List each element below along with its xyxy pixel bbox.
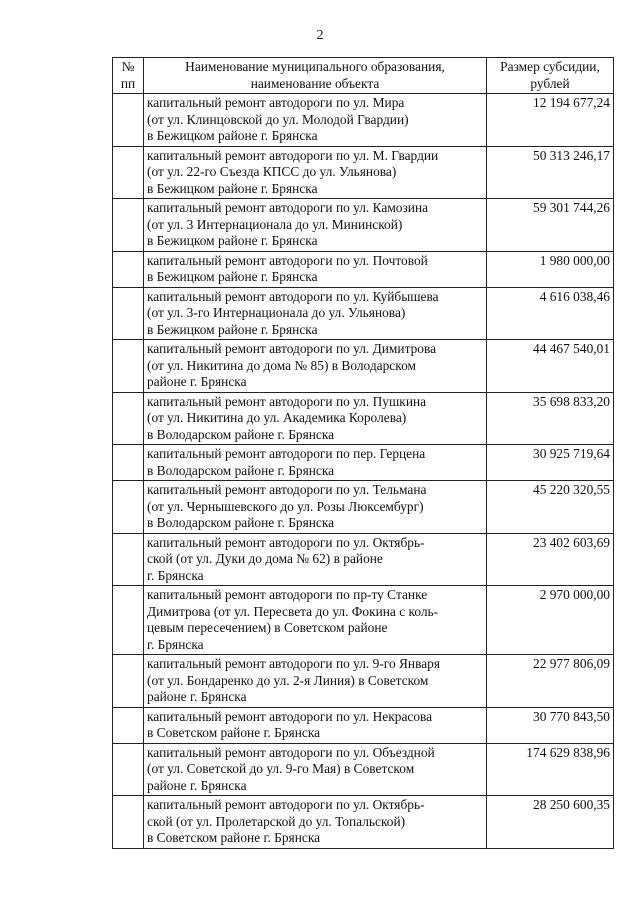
object-name-line: (от ул. Чернышевского до ул. Розы Люксембург) bbox=[147, 498, 424, 514]
subsidy-amount-cell: 23 402 603,69 bbox=[487, 533, 614, 586]
table-row bbox=[113, 146, 614, 199]
object-name-cell bbox=[144, 586, 487, 655]
object-name-line: (от ул. 22-го Съезда КПСС до ул. Ульянова) bbox=[147, 164, 397, 179]
object-name-line: районе г. Брянска bbox=[147, 777, 247, 793]
object-name-line: г. Брянска bbox=[147, 636, 204, 652]
object-name-cell bbox=[144, 707, 487, 743]
object-name-cell bbox=[144, 287, 487, 340]
row-number-cell bbox=[113, 392, 144, 445]
object-name-line: Димитрова (от ул. Пересвета до ул. Фокина с коль- bbox=[147, 603, 439, 619]
header-number: № пп bbox=[113, 58, 144, 94]
object-name-line: капитальный ремонт автодороги по ул. Объездной bbox=[147, 744, 435, 760]
object-name-cell bbox=[144, 340, 487, 393]
table-row bbox=[113, 707, 614, 743]
subsidy-amount-cell: 59 301 744,26 bbox=[487, 199, 614, 252]
table-row bbox=[113, 251, 614, 287]
object-name-line: в Бежицком районе г. Брянска bbox=[147, 180, 318, 196]
object-name-cell bbox=[144, 199, 487, 252]
object-name-line: (от ул. Советской до ул. 9-го Мая) в Советском bbox=[147, 761, 415, 776]
object-name-line: в Советском районе г. Брянска bbox=[147, 830, 321, 845]
object-name-cell bbox=[144, 655, 487, 708]
subsidy-table bbox=[112, 57, 614, 849]
subsidy-amount-cell: 1 980 000,00 bbox=[487, 251, 614, 287]
subsidy-amount-cell: 28 250 600,35 bbox=[487, 796, 614, 849]
object-name-line: капитальный ремонт автодороги по ул. Пушкина bbox=[147, 393, 427, 409]
table-row bbox=[113, 655, 614, 708]
object-name-line: (от ул. Никитина до дома № 85) в Володарском bbox=[147, 357, 416, 373]
object-name-line: цевым пересечением) в Советском районе bbox=[147, 620, 388, 635]
object-name-cell bbox=[144, 796, 487, 849]
header-subsidy-amount: Размер субсидии, рублей bbox=[487, 58, 614, 94]
table-row bbox=[113, 586, 614, 655]
object-name-line: в Бежицком районе г. Брянска bbox=[147, 269, 318, 284]
object-name-line: в Бежицком районе г. Брянска bbox=[147, 128, 318, 143]
row-number-cell bbox=[113, 533, 144, 586]
row-number-cell bbox=[113, 655, 144, 708]
object-name-line: ской (от ул. Дуки до дома № 62) в районе bbox=[147, 551, 383, 566]
subsidy-amount-cell: 30 770 843,50 bbox=[487, 707, 614, 743]
object-name-line: капитальный ремонт автодороги по ул. Октябрь- bbox=[147, 797, 425, 812]
table-header-row bbox=[113, 58, 614, 94]
object-name-line: (от ул. 3 Интернационала до ул. Мининской) bbox=[147, 216, 403, 232]
subsidy-amount-cell: 30 925 719,64 bbox=[487, 445, 614, 481]
table-row bbox=[113, 743, 614, 796]
object-name-line: (от ул. 3-го Интернационала до ул. Ульянова) bbox=[147, 305, 406, 320]
table-row bbox=[113, 287, 614, 340]
object-name-line: в Володарском районе г. Брянска bbox=[147, 462, 335, 478]
header-object-name: Наименование муниципального образования, наименование объекта bbox=[144, 58, 487, 94]
object-name-line: капитальный ремонт автодороги по ул. Некрасова bbox=[147, 708, 433, 724]
object-name-cell bbox=[144, 481, 487, 534]
table-row bbox=[113, 533, 614, 586]
object-name-cell bbox=[144, 743, 487, 796]
row-number-cell bbox=[113, 199, 144, 252]
object-name-line: в Бежицком районе г. Брянска bbox=[147, 233, 318, 248]
object-name-cell bbox=[144, 533, 487, 586]
subsidy-amount-cell: 2 970 000,00 bbox=[487, 586, 614, 655]
table-row bbox=[113, 796, 614, 849]
row-number-cell bbox=[113, 796, 144, 849]
subsidy-amount-cell: 12 194 677,24 bbox=[487, 94, 614, 147]
object-name-line: в Бежицком районе г. Брянска bbox=[147, 321, 318, 337]
object-name-line: в Советском районе г. Брянска bbox=[147, 725, 321, 740]
object-name-line: капитальный ремонт автодороги по ул. Камозина bbox=[147, 200, 429, 215]
row-number-cell bbox=[113, 445, 144, 481]
subsidy-amount-cell: 50 313 246,17 bbox=[487, 146, 614, 199]
subsidy-amount-cell: 22 977 806,09 bbox=[487, 655, 614, 708]
object-name-line: капитальный ремонт автодороги по ул. Тельмана bbox=[147, 482, 427, 497]
object-name-line: капитальный ремонт автодороги по ул. Мира bbox=[147, 95, 405, 110]
object-name-line: в Володарском районе г. Брянска bbox=[147, 515, 335, 530]
subsidy-amount-cell: 45 220 320,55 bbox=[487, 481, 614, 534]
object-name-cell bbox=[144, 392, 487, 445]
subsidy-amount-cell: 4 616 038,46 bbox=[487, 287, 614, 340]
table-row bbox=[113, 392, 614, 445]
row-number-cell bbox=[113, 707, 144, 743]
object-name-line: в Володарском районе г. Брянска bbox=[147, 426, 335, 442]
table-row bbox=[113, 445, 614, 481]
page-number: 2 bbox=[316, 28, 324, 43]
row-number-cell bbox=[113, 340, 144, 393]
table-row bbox=[113, 94, 614, 147]
object-name-line: ской (от ул. Пролетарской до ул. Топальской) bbox=[147, 813, 406, 829]
row-number-cell bbox=[113, 743, 144, 796]
subsidy-amount-cell: 174 629 838,96 bbox=[487, 743, 614, 796]
object-name-line: (от ул. Клинцовской до ул. Молодой Гвардии) bbox=[147, 111, 409, 127]
row-number-cell bbox=[113, 287, 144, 340]
subsidy-amount-cell: 44 467 540,01 bbox=[487, 340, 614, 393]
row-number-cell bbox=[113, 251, 144, 287]
table-row bbox=[113, 340, 614, 393]
row-number-cell bbox=[113, 146, 144, 199]
object-name-cell bbox=[144, 146, 487, 199]
object-name-line: капитальный ремонт автодороги по ул. Димитрова bbox=[147, 341, 437, 356]
object-name-line: г. Брянска bbox=[147, 567, 204, 583]
table-row bbox=[113, 481, 614, 534]
object-name-line: (от ул. Бондаренко до ул. 2-я Линия) в Советском bbox=[147, 672, 429, 688]
object-name-line: капитальный ремонт автодороги по ул. Октябрь- bbox=[147, 534, 425, 550]
object-name-line: районе г. Брянска bbox=[147, 689, 247, 704]
object-name-cell bbox=[144, 251, 487, 287]
object-name-line: капитальный ремонт автодороги по ул. М. Гвардии bbox=[147, 147, 439, 163]
object-name-line: (от ул. Никитина до ул. Академика Королева) bbox=[147, 410, 407, 425]
object-name-line: капитальный ремонт автодороги по пр-ту Станке bbox=[147, 587, 428, 602]
table-row bbox=[113, 199, 614, 252]
object-name-line: капитальный ремонт автодороги по ул. Куйбышева bbox=[147, 288, 439, 304]
row-number-cell bbox=[113, 586, 144, 655]
object-name-line: капитальный ремонт автодороги по пер. Герцена bbox=[147, 446, 426, 461]
row-number-cell bbox=[113, 94, 144, 147]
row-number-cell bbox=[113, 481, 144, 534]
object-name-line: капитальный ремонт автодороги по ул. Почтовой bbox=[147, 252, 428, 268]
table-body bbox=[113, 94, 614, 849]
subsidy-amount-cell: 35 698 833,20 bbox=[487, 392, 614, 445]
object-name-cell bbox=[144, 445, 487, 481]
object-name-cell bbox=[144, 94, 487, 147]
object-name-line: капитальный ремонт автодороги по ул. 9-го Января bbox=[147, 656, 441, 671]
object-name-line: районе г. Брянска bbox=[147, 374, 247, 389]
